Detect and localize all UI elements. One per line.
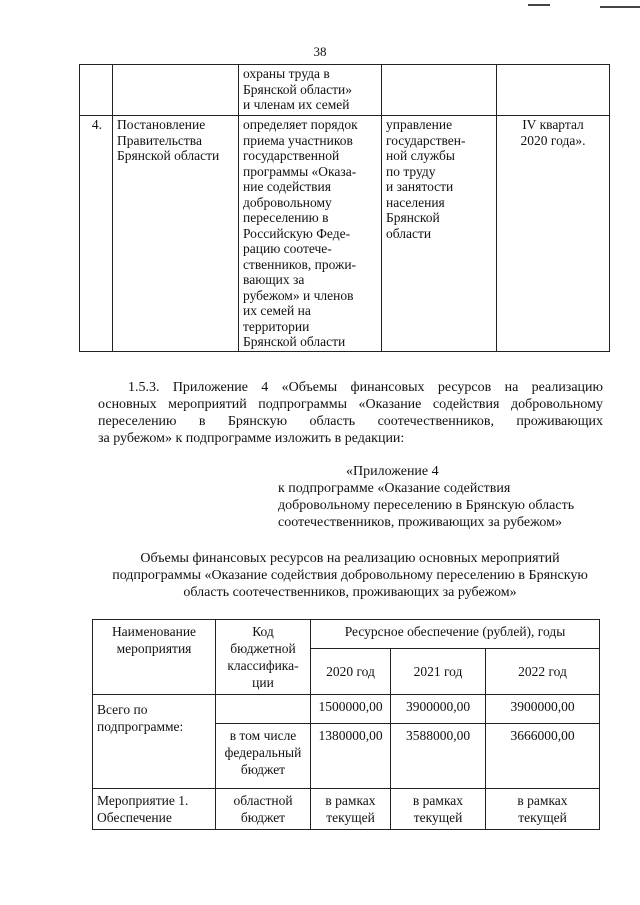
text-line: Правительства <box>117 132 202 148</box>
text-line: Всего по <box>97 702 148 717</box>
text-line: программы «Оказа- <box>243 163 357 179</box>
text-line: Наименование <box>111 624 197 639</box>
text-line: ственников, прожи- <box>243 256 357 272</box>
table-cell <box>497 65 610 116</box>
term-cell <box>497 116 610 352</box>
text-line: к подпрограмме «Оказание содействия <box>278 481 511 496</box>
text-line: Объемы финансовых ресурсов на реализацию основных мероприятий <box>140 551 560 566</box>
text-line: рацию соотече- <box>243 241 332 256</box>
text-line: и занятости <box>386 179 454 194</box>
table-cell <box>80 65 113 116</box>
continued-cell <box>239 65 382 116</box>
text-line: классифика- <box>227 658 299 673</box>
text-line: в рамках <box>325 793 376 808</box>
event1-value-2021 <box>391 789 486 830</box>
amendment-paragraph <box>98 379 603 447</box>
table-heading <box>80 550 620 601</box>
text-line: ции <box>252 675 274 690</box>
text-line: управление <box>386 117 453 132</box>
text-line: «Приложение 4 <box>346 464 439 479</box>
text-line: в рамках <box>412 793 464 808</box>
text-line: Российскую Феде- <box>243 225 351 241</box>
text-line: подпрограммы «Оказание содействия добровольному переселению в Брянскую <box>112 568 588 583</box>
appendix-caption <box>278 463 618 531</box>
text-line: населения <box>386 194 445 210</box>
table-row-continued <box>80 65 610 116</box>
text-line: бюджет <box>240 810 286 825</box>
text-line: бюджет <box>240 762 286 777</box>
text-line: государствен- <box>386 132 466 148</box>
text-line: подпрограмме: <box>97 719 184 734</box>
text-line: государственной <box>243 148 340 163</box>
total-label <box>93 695 216 789</box>
text-line: в рамках <box>517 793 568 808</box>
text-line: вающих за <box>243 272 305 287</box>
text-line: основных мероприятий подпрограммы «Оказание содействия добровольному <box>98 397 603 412</box>
header-row <box>93 620 600 649</box>
document-cell <box>113 116 239 352</box>
federal-value-2020: 1380000,00 <box>311 724 391 789</box>
text-line: соотечественников, проживающих за рубежом» <box>278 515 562 530</box>
event1-code <box>216 789 311 830</box>
total-value-2020: 1500000,00 <box>311 695 391 724</box>
row-number: 4. <box>80 116 113 352</box>
text-line: мероприятия <box>116 641 192 656</box>
text-line: переселению в <box>243 210 329 225</box>
header-code <box>216 620 311 695</box>
table-cell <box>382 65 497 116</box>
text-line: текущей <box>413 810 463 825</box>
header-name <box>93 620 216 695</box>
page-number: 38 <box>313 44 327 59</box>
text-line: бюджетной <box>230 641 296 656</box>
text-line: федеральный <box>224 745 302 760</box>
total-value-2022: 3900000,00 <box>486 695 600 724</box>
text-line: областной <box>233 793 293 808</box>
text-line: Брянской области <box>117 148 220 163</box>
text-line: область соотечественников, проживающих за рубежом» <box>183 585 517 600</box>
text-line: по труду <box>386 163 436 179</box>
header-resources: Ресурсное обеспечение (рублей), годы <box>311 620 600 649</box>
text-line: территории <box>243 318 310 334</box>
text-line: Брянской области <box>243 334 346 349</box>
text-line: ной службы <box>386 148 455 163</box>
executor-cell <box>382 116 497 352</box>
text-line: текущей <box>518 810 567 825</box>
event1-value-2022 <box>486 789 600 830</box>
scan-mark <box>528 4 550 6</box>
text-line: Обеспечение <box>97 810 172 825</box>
table-row-4 <box>80 116 610 352</box>
resources-table <box>92 619 600 830</box>
text-line: 1.5.3. Приложение 4 «Объемы финансовых ресурсов на реализацию <box>128 380 603 395</box>
federal-label <box>216 724 311 789</box>
text-line: Код <box>252 624 274 639</box>
total-value-2021: 3900000,00 <box>391 695 486 724</box>
text-line: добровольному переселению в Брянскую область <box>278 498 575 513</box>
table-cell <box>113 65 239 116</box>
text-line: Брянской <box>386 210 440 225</box>
text-line: области <box>386 225 432 241</box>
header-year-2021: 2021 год <box>391 649 486 695</box>
header-year-2022: 2022 год <box>486 649 600 695</box>
text-line: Брянской области» <box>243 81 353 97</box>
text-line: Мероприятие 1. <box>97 793 189 808</box>
text-line: охраны труда в <box>243 66 330 81</box>
scan-mark <box>600 6 640 8</box>
table-row-total <box>93 695 600 724</box>
table-cell <box>216 695 311 724</box>
federal-value-2021: 3588000,00 <box>391 724 486 789</box>
text-line: 2020 года». <box>520 132 586 148</box>
text-line: добровольному <box>243 194 332 210</box>
header-year-2020: 2020 год <box>311 649 391 695</box>
text-line: приема участников <box>243 132 353 148</box>
text-line: переселению в Брянскую область соотечественников, проживающих <box>98 414 603 429</box>
text-line: IV квартал <box>522 117 584 132</box>
text-line: за рубежом» к подпрограмме изложить в редакции: <box>98 431 405 446</box>
text-line: и членам их семей <box>243 97 350 112</box>
text-line: рубежом» и членов <box>243 287 354 303</box>
text-line: текущей <box>326 810 375 825</box>
federal-value-2022: 3666000,00 <box>486 724 600 789</box>
measures-table <box>79 64 610 352</box>
event1-label <box>93 789 216 830</box>
text-line: их семей на <box>243 303 311 318</box>
text-line: ние содействия <box>243 179 331 194</box>
text-line: Постановление <box>117 117 206 132</box>
table-row-event1 <box>93 789 600 830</box>
event1-value-2020 <box>311 789 391 830</box>
text-line: в том числе <box>229 728 297 743</box>
content-cell <box>239 116 382 352</box>
text-line: определяет порядок <box>243 117 358 132</box>
